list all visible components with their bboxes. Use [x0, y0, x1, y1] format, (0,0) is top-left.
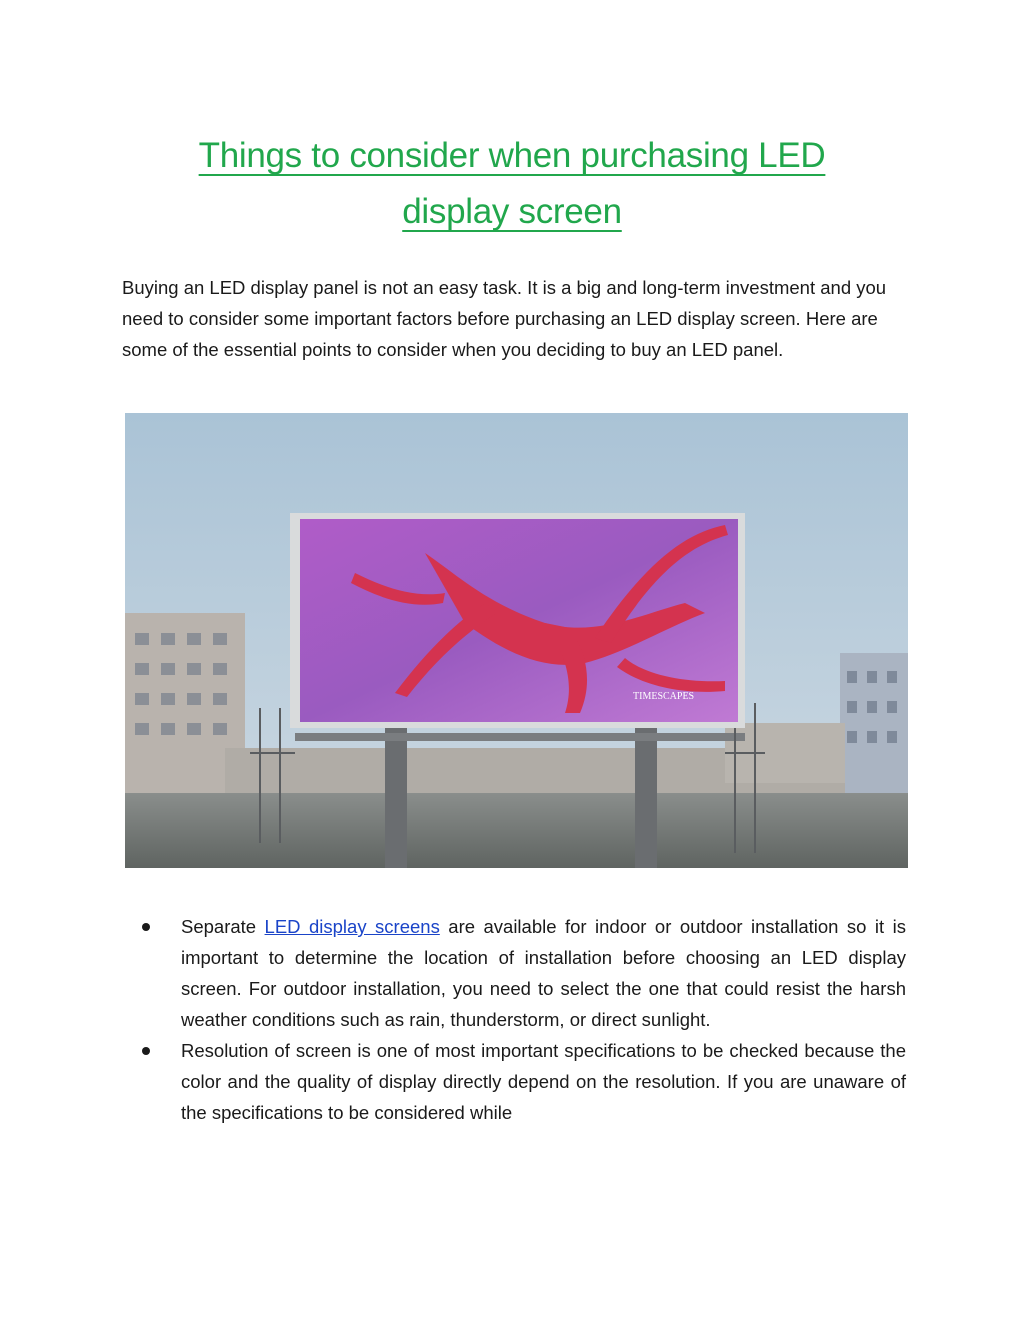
billboard-photo — [125, 413, 908, 868]
title-line-1: Things to consider when purchasing LED — [198, 136, 826, 175]
bullet-icon — [142, 1047, 150, 1055]
list-item — [140, 1035, 906, 1128]
intro-paragraph: Buying an LED display panel is not an easy task. It is a big and long-term investment and you need to consider some important factors before purchasing an LED display screen. Here are some of the essential points to consider when you deciding to buy an LED panel. — [122, 277, 887, 360]
title-line-2: display screen — [402, 192, 622, 231]
bullet-text-after-link: are available for indoor or outdoor installation so it is important to determine the location of installation before choosing an LED display screen. For outdoor installation, you need to select the one that could resist the harsh weather conditions such as rain, thunderstorm, or direct sunlight. — [181, 916, 906, 1030]
list-item — [140, 911, 906, 1035]
bullet-text-before-link: Separate — [181, 916, 265, 937]
billboard-watermark: TIMESCAPES — [633, 691, 695, 702]
considerations-list — [140, 911, 906, 1128]
bullet-icon — [142, 923, 150, 931]
document-title — [120, 128, 904, 240]
bullet-text: Resolution of screen is one of most important specifications to be checked because the color and the quality of display directly depend on the resolution. If you are unaware of the specifications to be considered while — [181, 1040, 906, 1123]
led-display-screens-link[interactable]: LED display screens — [264, 916, 440, 937]
